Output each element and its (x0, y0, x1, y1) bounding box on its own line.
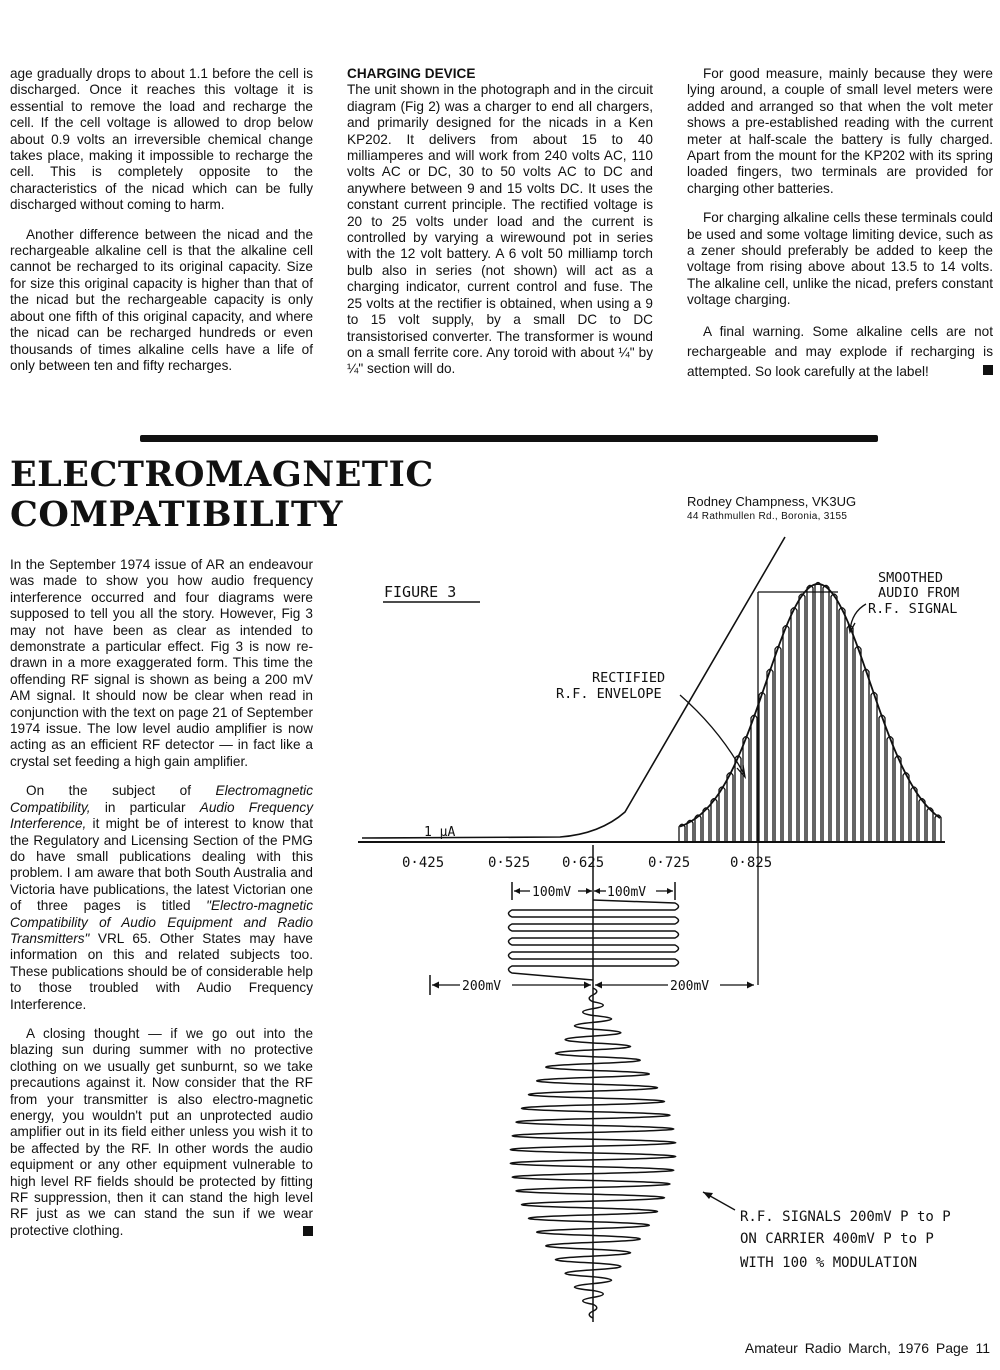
arrow-left-icon (432, 982, 439, 989)
p2-text-b: in particular (90, 799, 200, 815)
p2-emphasis-3: "Electro-magnetic Compatibility of Audio Equipment and Radio Transmitters" (10, 898, 313, 946)
rectified-pulse (879, 715, 885, 842)
rectified-pulse (727, 773, 733, 842)
end-mark-icon (303, 1226, 313, 1236)
axis-tick-labels (402, 855, 772, 871)
author-address: 44 Rathmullen Rd., Boronia, 3155 (687, 511, 848, 522)
p2-text-c: it might be of interest to know that the Regulatory and Licensing Section of the PMG do have small publications dealing with this problem. I am aware that both South Australia and Victoria have publications, the latest Victorian one of three pages is titled (10, 816, 313, 914)
p3-text: A closing thought — if we go out into the blazing sun during summer with no protective clothing on we usually get sunburnt, so we take precautions against it. Now consider that the RF from your transmitter is also electro-magnetic energy, you wouldn't put an unprotected audio amplifier out in its field either unless you wish it to be affected by the RF. In other words the audio equipment or any other equipment vulnerable to high level RF fields should be protected by fitting RF suppression, then it can stand the high level RF just as we can stand the sun if we wear protective clothing. (10, 1025, 313, 1238)
rectified-pulse (887, 737, 893, 842)
col3-paragraph-1: For good measure, mainly because they were lying around, a couple of small level meters were added and arranged so that when the volt meter shows a pre-established reading with the current meter at half-scale the battery is fully charged. Apart from the mount for the KP202 with its spring loaded fingers, two terminals are provided for charging other batteries. (687, 66, 993, 196)
rectified-pulse (743, 737, 749, 842)
section-divider (140, 435, 878, 442)
end-mark-icon (983, 365, 993, 375)
rectified-pulse (807, 585, 813, 842)
smoothed-label-1: SMOOTHED (878, 570, 944, 586)
tick-label: 0·625 (562, 855, 605, 871)
note-line-2: ON CARRIER 400mV P to P (740, 1231, 934, 1247)
rectified-pulse (847, 626, 853, 842)
arrow-left-icon (595, 982, 602, 989)
col3-paragraph-3 (687, 322, 993, 382)
column-3 (687, 66, 993, 395)
rectified-pulse (751, 715, 757, 842)
rectified-pulse (927, 808, 933, 842)
rectified-pulse (719, 787, 725, 842)
rectified-pulse (903, 773, 909, 842)
rectified-pulse (935, 815, 941, 842)
rectified-pulse (911, 787, 917, 842)
rectified-pulse (831, 594, 837, 842)
smoothed-pointer (850, 604, 866, 630)
arrow-right-icon (584, 982, 591, 989)
title-line-1: ELECTROMAGNETIC (10, 454, 434, 495)
note-line-3: WITH 100 % MODULATION (740, 1255, 918, 1271)
tick-label: 0·525 (488, 855, 531, 871)
article-paragraph-2 (10, 783, 313, 1013)
tick-label: 0·825 (730, 855, 773, 871)
rectified-pulse (823, 585, 829, 842)
column-2 (347, 66, 653, 391)
smoothed-label-2: AUDIO FROM (878, 585, 960, 601)
arrow-right-icon (667, 888, 673, 894)
rectified-pulse (775, 647, 781, 842)
col1-paragraph-2: Another difference between the nicad and the rechargeable alkaline cell is that the alkaline cell cannot be recharged to its original capacity. Size for size this original capacity is higher than that of the nicad but the rechargeable capacity is only about one fifth of this original capacity, and where the nicad can be recharged hundreds or even thousands of times alkaline cells have a life of only between ten and fifty recharges. (10, 226, 313, 373)
current-label: 1 μA (424, 825, 456, 840)
rectified-pulse (783, 626, 789, 842)
rectified-label-2: R.F. ENVELOPE (556, 686, 662, 702)
rectified-pulse (863, 669, 869, 842)
p2-text-d: VRL 65. Other States may have information on this and related subjects too. These publications should be of considerable help to those troubled with Audio Frequency Interference. (10, 930, 313, 1012)
arrow-right-icon (586, 888, 592, 894)
col1-paragraph-1: age gradually drops to about 1.1 before the cell is discharged. Once it reaches this voltage it is essential to remove the load and recharge the cell. If the cell voltage is allowed to drop below about 0.9 volts an irreversible chemical change takes place, making it impossible to recharge the cell. This is completely opposite to the characteristics of the nicad which can be fully discharged without coming to harm. (10, 66, 313, 213)
title-line-2: COMPATIBILITY (10, 494, 343, 535)
arrow-left-icon (594, 888, 600, 894)
rectified-pulse (871, 693, 877, 842)
p2-emphasis-2: Audio Frequency Interference, (10, 799, 313, 832)
arrowhead-icon (703, 1192, 713, 1199)
rectified-label-1: RECTIFIED (592, 670, 666, 686)
article-paragraph-1: In the September 1974 issue of AR an endeavour was made to show you how audio frequency interference occurred and four diagrams were supposed to tell you all the story. However, Fig 3 may not have been as clear as intended to demonstrate a particular effect. Fig 3 is now re-drawn in a more exaggerated form. This time the offending RF signal is shown as being a 200 mV AM signal. It should now be clear when read in conjunction with the text on page 21 of September 1974 issue. The low level audio amplifier is now acting as an efficient RF detector — in fact like a crystal set feeding a high gain amplifier. (10, 557, 313, 769)
rectified-pulse (855, 647, 861, 842)
p2-text-a: On the subject of (26, 783, 216, 799)
rectified-pulse (711, 799, 717, 842)
rectified-pulse (791, 608, 797, 842)
note-line-1: R.F. SIGNALS 200mV P to P (740, 1209, 951, 1225)
arrow-right-icon (747, 982, 754, 989)
tick-label: 0·725 (648, 855, 691, 871)
col3-paragraph-2: For charging alkaline cells these terminals could be used and some voltage limiting device, such as a zener should preferably be added to keep the voltage from rising above about 13.5 to 14 volts. The alkaline cell, unlike the nicad, prefers constant voltage charging. (687, 210, 993, 308)
rectified-pulse (919, 799, 925, 842)
rectified-pulse (703, 808, 709, 842)
rectified-pulse (895, 756, 901, 842)
arrow-left-icon (514, 888, 520, 894)
right-100mv-label: 100mV (607, 885, 647, 900)
figure-label: FIGURE 3 (384, 583, 457, 601)
left-100mv-label: 100mV (532, 885, 572, 900)
tick-label: 0·425 (402, 855, 445, 871)
article-body (10, 557, 313, 1252)
rectified-pulse (679, 824, 685, 842)
left-200mv-label: 200mV (462, 979, 502, 994)
final-warning-text: A final warning. Some alkaline cells are not rechargeable and may explode if recharging is attempted. So look carefully at the label! (687, 323, 993, 379)
rectified-pulse (759, 693, 765, 842)
rectified-pulses (679, 583, 941, 843)
author-name: Rodney Champness, VK3UG (687, 494, 857, 509)
page-footer: Amateur Radio March, 1976 Page 11 (744, 1340, 990, 1356)
right-200mv-label: 200mV (670, 979, 710, 994)
rectified-pulse (839, 608, 845, 842)
smoothed-label-3: R.F. SIGNAL (868, 601, 958, 617)
p2-emphasis-1: Electromagnetic Compatibility, (10, 783, 313, 815)
rectified-pulse (767, 669, 773, 842)
rectified-pulse (799, 594, 805, 842)
col2-paragraph-1: The unit shown in the photograph and in the circuit diagram (Fig 2) was a charger to end all chargers, and primarily designed for the nicads in a Ken KP202. It delivers from about 15 to 40 milliamperes and will work from 240 volts AC, 110 volts AC or DC, 30 to 50 volts AC to DC and anywhere between 9 and 15 volts DC. It uses the constant current principle. The rectified voltage is 20 to 25 volts under load and the current is controlled by varying a wirewound pot in series with the 12 volt battery. A 6 volt 50 milliamp torch bulb also in series (not shown) will act as a charging indicator, current control and fuse. The 25 volts at the rectifier is obtained, when using a 9 to 15 volt supply, by a small DC to DC transistorised converter. The transformer is wound on a small ferrite core. Any toroid with about ¼" by ¼" section will do. (347, 82, 653, 377)
figure-3-diagram (350, 530, 1000, 1330)
article-title (10, 455, 434, 535)
charging-device-heading: CHARGING DEVICE (347, 66, 476, 81)
article-paragraph-3 (10, 1026, 313, 1239)
rectified-pulse (815, 583, 821, 843)
column-1 (10, 66, 313, 387)
